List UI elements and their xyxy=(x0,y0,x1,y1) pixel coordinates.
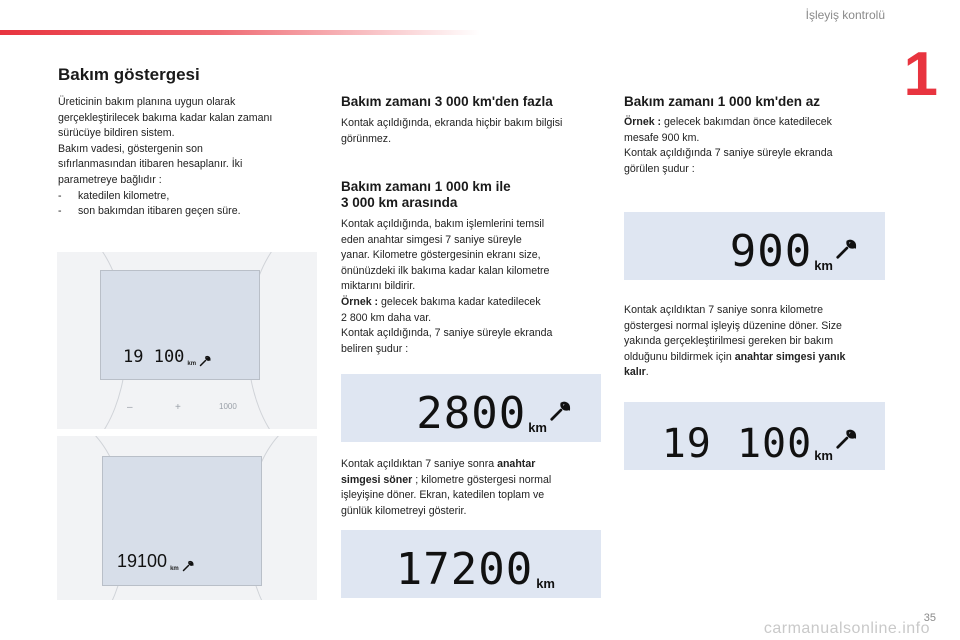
lcd-reading xyxy=(729,226,857,277)
page-number: 35 xyxy=(923,612,936,624)
odometer-unit: km xyxy=(170,566,179,572)
instrument-cluster-illustration xyxy=(57,436,317,600)
intro-line: gerçekleştirilecek bakıma kadar kalan zamanı xyxy=(58,111,273,124)
lcd-reading xyxy=(416,388,571,439)
lcd-display-19100 xyxy=(624,402,885,470)
example-text: gelecek bakımdan önce katedilecek xyxy=(661,116,832,128)
section-text xyxy=(624,303,890,381)
text-line: 2 800 km daha var. xyxy=(341,311,432,324)
bold-span: kalır xyxy=(624,366,646,379)
text-line xyxy=(341,473,603,489)
wrench-icon xyxy=(835,428,857,450)
list-dash: - xyxy=(58,189,62,202)
section-text xyxy=(341,116,603,147)
odometer-digits: 19 100 xyxy=(123,347,185,367)
text-line: görülen şudur : xyxy=(624,162,695,175)
text-line: yanar. Kilometre göstergesinin ekranı size, xyxy=(341,249,541,262)
text-line xyxy=(341,457,603,473)
text-line: önünüzdeki ilk bakıma kadar kalan kilometre xyxy=(341,264,550,277)
lcd-display-17200 xyxy=(341,530,601,598)
text-line: eden anahtar simgesi 7 saniye süreyle xyxy=(341,233,522,246)
text-span: . xyxy=(645,366,649,379)
heading-line: 3 000 km arasında xyxy=(341,195,458,210)
heading-line: Bakım zamanı 1 000 km ile xyxy=(341,179,511,194)
odometer-unit: km xyxy=(187,361,197,367)
list-item xyxy=(58,204,323,220)
text-line: işleyişine döner. Ekran, katedilen toplam ve xyxy=(341,489,545,502)
intro-line: Üreticinin bakım planına uygun olarak xyxy=(58,96,236,108)
instrument-cluster-illustration xyxy=(57,252,317,429)
page-title: Bakım göstergesi xyxy=(58,65,200,84)
section-text xyxy=(341,457,603,519)
text-line xyxy=(341,295,603,311)
text-line xyxy=(624,365,890,381)
list-text: katedilen kilometre, xyxy=(78,189,170,202)
reset-button: 1000 xyxy=(219,402,237,411)
text-line: Kontak açıldığında, ekranda hiçbir bakım bilgisi xyxy=(341,117,563,129)
cluster-reading xyxy=(123,347,211,367)
intro-line: parametreye bağlıdır : xyxy=(58,173,162,186)
text-span: Kontak açıldıktan 7 saniye sonra xyxy=(341,458,498,470)
wrench-icon xyxy=(182,560,194,572)
list-text: son bakımdan itibaren geçen süre. xyxy=(78,205,241,218)
list-dash: - xyxy=(58,205,62,218)
text-line: beliren şudur : xyxy=(341,342,409,355)
lcd-digits: 2800 xyxy=(416,388,527,439)
section-heading xyxy=(341,179,511,211)
text-line: miktarını bildirir. xyxy=(341,280,416,293)
example-label: Örnek : xyxy=(624,116,662,128)
wrench-icon xyxy=(199,355,211,367)
plus-button: + xyxy=(175,402,181,413)
intro-text xyxy=(58,95,323,220)
section-title: İşleyiş kontrolü xyxy=(805,8,885,22)
text-line xyxy=(624,115,890,131)
lcd-digits: 900 xyxy=(729,226,813,277)
text-line: mesafe 900 km. xyxy=(624,131,700,144)
wrench-icon xyxy=(549,400,571,422)
lcd-unit: km xyxy=(536,576,555,591)
lcd-unit: km xyxy=(814,448,833,463)
section-text xyxy=(624,115,890,177)
section-text xyxy=(341,217,603,357)
bold-span: anahtar xyxy=(497,458,536,470)
lcd-display-2800 xyxy=(341,374,601,442)
text-line: Kontak açıldığında, bakım işlemlerini temsil xyxy=(341,218,545,230)
example-label: Örnek : xyxy=(341,295,379,308)
lcd-digits: 19 100 xyxy=(661,421,813,467)
section-heading: Bakım zamanı 3 000 km'den fazla xyxy=(341,94,553,109)
list-item xyxy=(58,189,323,205)
text-line: göstergesi normal işleyiş düzenine döner. Size xyxy=(624,319,842,332)
lcd-digits: 17200 xyxy=(395,544,534,595)
bold-span: anahtar simgesi yanık xyxy=(734,350,846,363)
watermark: carmanualsonline.info xyxy=(763,620,930,637)
text-line: yakında gerçekleştirilmesi gereken bir bakım xyxy=(624,335,834,348)
text-line: Kontak açıldığında, 7 saniye süreyle ekranda xyxy=(341,327,553,340)
intro-line: sıfırlanmasından itibaren hesaplanır. İki xyxy=(58,158,243,171)
lcd-unit: km xyxy=(528,420,547,435)
text-line: günlük kilometreyi gösterir. xyxy=(341,504,467,517)
cluster-screen xyxy=(100,270,260,380)
intro-line: Bakım vadesi, göstergenin son xyxy=(58,142,203,155)
cluster-screen xyxy=(102,456,262,586)
cluster-reading xyxy=(117,551,194,572)
bold-span: simgesi söner xyxy=(341,473,413,486)
text-span: olduğunu bildirmek için xyxy=(624,350,735,363)
chapter-number: 1 xyxy=(903,40,938,109)
text-line: Kontak açıldığında 7 saniye süreyle ekranda xyxy=(624,147,833,160)
wrench-icon xyxy=(835,238,857,260)
lcd-display-900 xyxy=(624,212,885,280)
text-span: ; kilometre göstergesi normal xyxy=(412,473,552,486)
section-heading: Bakım zamanı 1 000 km'den az xyxy=(624,94,821,109)
text-line: Kontak açıldıktan 7 saniye sonra kilometre xyxy=(624,304,824,316)
odometer-digits: 19100 xyxy=(117,551,168,571)
lcd-reading xyxy=(395,544,555,595)
text-line xyxy=(624,350,890,366)
intro-line: sürücüye bildiren sistem. xyxy=(58,127,175,140)
header-accent-bar xyxy=(0,30,480,35)
lcd-reading xyxy=(661,421,857,467)
minus-button: – xyxy=(127,402,133,413)
lcd-unit: km xyxy=(814,258,833,273)
example-text: gelecek bakıma kadar katedilecek xyxy=(378,295,541,308)
text-line: görünmez. xyxy=(341,132,392,145)
